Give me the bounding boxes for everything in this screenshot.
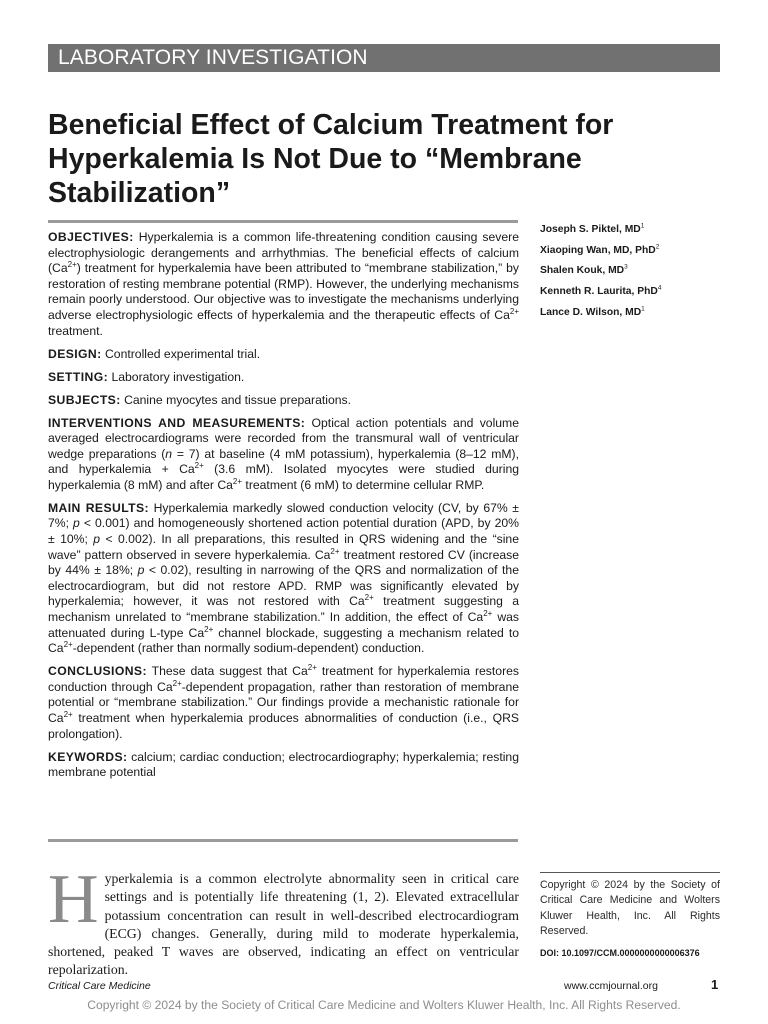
footer-journal-url[interactable]: www.ccmjournal.org [564,980,658,992]
footer-journal-name: Critical Care Medicine [48,980,151,992]
abstract-design [48,347,519,363]
author-item [540,241,740,262]
section-banner: LABORATORY INVESTIGATION [48,44,720,72]
objectives-label: OBJECTIVES: [48,230,134,244]
setting-text: Laboratory investigation. [111,369,245,384]
author-affiliation: 1 [641,305,645,313]
page-number: 1 [711,977,719,992]
design-label: DESIGN: [48,346,102,361]
copyright-notice: Copyright © 2024 by the Society of Critical Care Medicine and Wolters Kluwer Health, Inc. All Rights Reserved. [540,872,720,940]
subjects-label: SUBJECTS: [48,392,121,407]
design-text: Controlled experimental trial. [104,346,261,361]
abstract [48,230,519,788]
results-label: MAIN RESULTS: [48,500,149,515]
author-name: Lance D. Wilson, MD [540,306,642,318]
copyright-watermark: Copyright © 2024 by the Society of Critical Care Medicine and Wolters Kluwer Health, Inc. All Rights Reserved. [87,998,681,1012]
abstract-setting [48,370,519,386]
author-affiliation: 2 [655,243,660,251]
author-item [540,261,740,282]
conclusions-label: CONCLUSIONS: [48,664,147,679]
abstract-bottom-rule [48,839,518,842]
author-name: Kenneth R. Laurita, PhD [540,286,658,298]
author-name: Shalen Kouk, MD [540,265,625,277]
abstract-objectives: OBJECTIVES: Hyperkalemia is a common life-threatening condition causing severe electrophysiologic derangements and arrhythmias. The beneficial effects of calcium $(Ca^{2+})$ treatment for hyperkalemia have been attributed to “membrane stabilization,” by restoration of resting membrane potential (RMP). However, the underlying mechanisms remain poorly understood. Our objective was to investigate the mechanisms underlying adverse electrophysiologic effects of hyperkalemia and the therapeutic effects of $Ca^{2+}$ treatment. [48,230,519,338]
body-intro [48,861,519,980]
abstract-top-rule [48,220,518,223]
abstract-conclusions: CONCLUSIONS: These data suggest that $Ca^{2+}$ treatment for hyperkalemia restores conduction through $Ca^{2+}$-dependent propagation, rather than restoration of membrane potential or “membrane stabilization.” Our findings provide a mechanistic rationale for $Ca^{2+}$ treatment when hyperkalemia produces abnormalities of conduction (i.e., QRS prolongation). [48,663,519,741]
author-affiliation: 1 [640,222,645,230]
author-name: Xiaoping Wan, MD, PhD [540,244,656,256]
abstract-results: MAIN RESULTS: Hyperkalemia markedly slowed conduction velocity (CV, by 67% ± 7%; p < 0.001) and homogeneously shortened action potential duration (APD, by 20% ± 10%; p < 0.002). In all preparations, this resulted in QRS widening and the “sine wave” pattern observed in severe hyperkalemia. $Ca^{2+}$ treatment restored CV (increase by 44% ± 18%; p < 0.02), resulting in narrowing of the QRS and normalization of the electrocardiogram, but did not restore APD. RMP was significantly elevated by hyperkalemia; however, it was not restored with $Ca^{2+}$ treatment suggesting a mechanism unrelated to “membrane stabilization.” In addition, the effect of $Ca^{2+}$ was attenuated during L-type $Ca^{2+}$ channel blockade, suggesting a mechanism related to $Ca^{2+}$-dependent (rather than normally sodium-dependent) conduction. [48,500,519,656]
keywords-text: calcium; cardiac conduction; electrocardiography; hyperkalemia; resting membrane potential [48,749,519,780]
abstract-keywords [48,750,519,781]
doi-link[interactable]: DOI: 10.1097/CCM.0000000000006376 [540,948,700,958]
author-item [540,282,740,303]
abstract-subjects [48,393,519,409]
article-title: Beneficial Effect of Calcium Treatment for Hyperkalemia Is Not Due to “Membrane Stabilization” [48,109,614,209]
drop-cap: H [48,861,99,938]
setting-label: SETTING: [48,369,109,384]
author-affiliation: 3 [624,263,628,271]
subjects-text: Canine myocytes and tissue preparations. [124,392,352,407]
author-item [540,303,740,324]
intro-paragraph: yperkalemia is a common electrolyte abnormality seen in critical care settings and is potentially life threatening (1, 2). Elevated extracellular potassium concentration can result in well-described electrocardiogram (ECG) changes. Generally, during mild to moderate hyperkalemia, shortened, peaked T waves are observed, indicating an effect on ventricular repolarization. [48,871,519,978]
author-affiliation: 4 [657,284,662,292]
author-name: Joseph S. Piktel, MD [540,224,641,235]
abstract-interventions: INTERVENTIONS AND MEASUREMENTS: Optical action potentials and volume averaged electrocardiograms were recorded from the transmural wall of ventricular wedge preparations (n = 7) at baseline (4 mM potassium), hyperkalemia (8–12 mM), and hyperkalemia + $Ca^{2+}$ (3.6 mM). Isolated myocytes were studied during hyperkalemia (8 mM) and after $Ca^{2+}$ treatment (6 mM) to determine cellular RMP. [48,415,519,492]
keywords-label: KEYWORDS: [48,749,128,764]
author-list [540,220,740,324]
author-item [540,220,740,241]
interventions-label: INTERVENTIONS AND MEASUREMENTS: [48,415,306,430]
